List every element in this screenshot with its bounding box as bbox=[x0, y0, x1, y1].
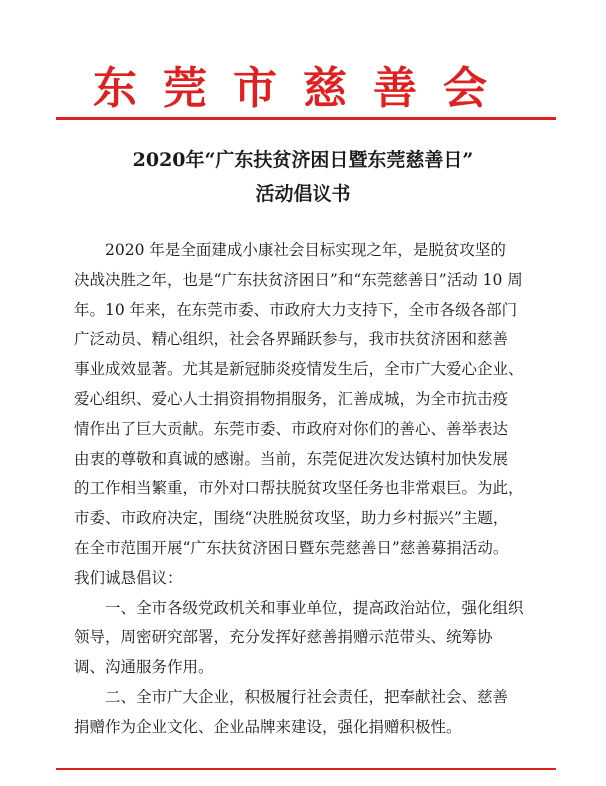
text-line: 事业成效显著。尤其是新冠肺炎疫情发生后，全市广大爱心企业、 bbox=[74, 360, 524, 379]
text-line: 由衷的尊敬和真诚的感谢。当前，东莞促进次发达镇村加快发展 bbox=[74, 449, 509, 468]
text-line: 情作出了巨大贡献。东莞市委、市政府对你们的善心、善举表达 bbox=[74, 419, 509, 438]
text-line: 捐赠作为企业文化、企业品牌来建设，强化捐赠积极性。 bbox=[74, 717, 462, 736]
text-line: 领导，周密研究部署，充分发挥好慈善捐赠示范带头、统筹协 bbox=[74, 628, 493, 647]
text-line: 调、沟通服务作用。 bbox=[74, 658, 214, 677]
text-line: 广泛动员、精心组织，社会各界踊跃参与，我市扶贫济困和慈善 bbox=[74, 330, 509, 349]
text-line: 爱心组织、爱心人士捐资捐物捐服务，汇善成城，为全市抗击疫 bbox=[74, 389, 509, 408]
document-body bbox=[74, 236, 536, 743]
document-title-line-2: 活动倡议书 bbox=[255, 183, 351, 205]
text-line: 一、全市各级党政机关和事业单位，提高政治站位，强化组织 bbox=[105, 598, 524, 617]
text-line: 我们诚恳倡议： bbox=[74, 568, 183, 587]
text-line: 的工作相当繁重，市外对口帮扶脱贫攻坚任务也非常艰巨。为此， bbox=[74, 479, 524, 498]
text-line: 在全市范围开展“广东扶贫济困日暨东莞慈善日”慈善募捐活动。 bbox=[74, 538, 509, 557]
text-line: 二、全市广大企业，积极履行社会责任，把奉献社会、慈善 bbox=[105, 687, 509, 706]
footer-red-rule bbox=[56, 768, 556, 770]
paragraph-proposal-2 bbox=[74, 683, 536, 743]
letterhead-red-rule bbox=[56, 117, 556, 120]
text-line: 决战决胜之年，也是“广东扶贫济困日”和“东莞慈善日”活动 10 周 bbox=[74, 270, 523, 289]
text-line: 年。10 年来，在东莞市委、市政府大力支持下，全市各级各部门 bbox=[74, 300, 518, 319]
letterhead-org-name: 东莞市慈善会 bbox=[93, 63, 513, 114]
paragraph-proposal-1 bbox=[74, 594, 536, 683]
paragraph-intro bbox=[74, 236, 536, 594]
text-line: 2020 年是全面建成小康社会目标实现之年，是脱贫攻坚的 bbox=[105, 241, 506, 259]
text-line: 市委、市政府决定，围绕“决胜脱贫攻坚，助力乡村振兴”主题， bbox=[74, 509, 509, 528]
document-title-line-1: 2020年“广东扶贫济困日暨东莞慈善日” bbox=[132, 149, 474, 171]
